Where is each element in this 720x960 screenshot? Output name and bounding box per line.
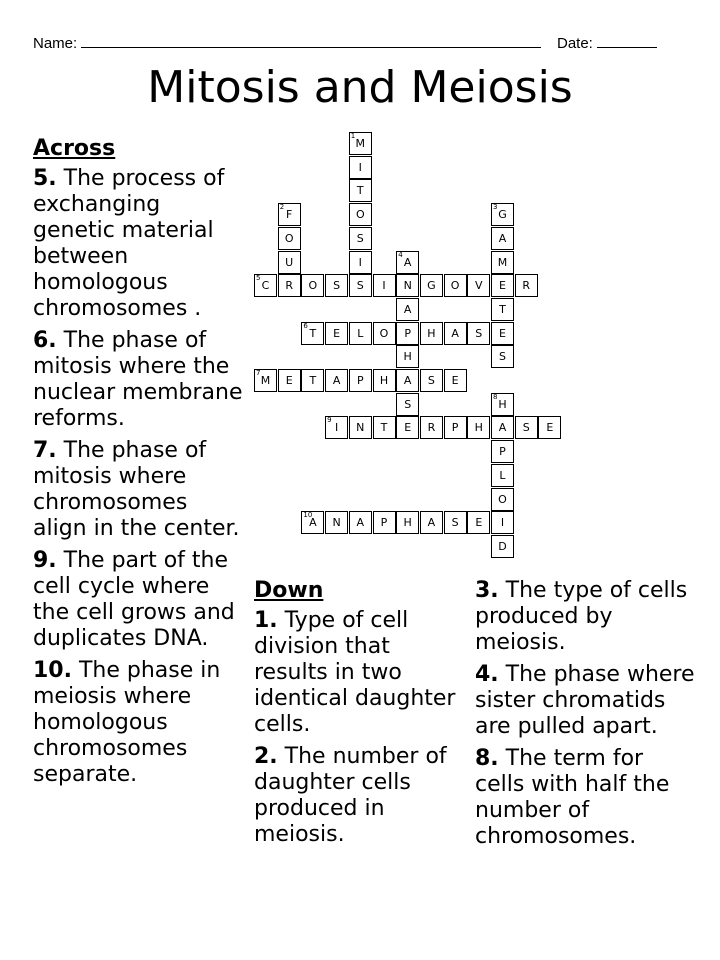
cell-letter: O [379,326,389,340]
grid-cell[interactable] [373,274,396,297]
grid-cell[interactable] [373,322,396,345]
cell-letter: E [546,421,554,435]
cell-letter: N [403,279,412,293]
cell-letter: R [522,279,531,293]
page-title: Mitosis and Meiosis [147,62,573,113]
cell-letter: S [404,397,412,411]
cell-letter: O [308,279,318,293]
across-clue-10 [33,658,245,788]
cell-letter: A [309,516,317,530]
cell-letter: L [357,326,364,340]
grid-cell[interactable] [444,369,467,392]
cell-letter: S [499,350,506,364]
down-clues [254,578,460,854]
grid-cell[interactable] [491,511,514,534]
grid-cell[interactable] [491,345,514,368]
down-clue-4 [475,662,695,740]
cell-letter: S [333,279,341,293]
cell-letter: O [284,231,294,245]
cell-letter: A [451,326,459,340]
grid-cell[interactable] [420,369,443,392]
grid-cell[interactable] [420,416,443,439]
across-clue-5 [33,166,245,322]
grid-cell[interactable] [396,369,419,392]
grid-cell[interactable] [373,369,396,392]
cell-letter: S [427,374,435,387]
cell-number: 3 [493,203,498,212]
grid-cell[interactable] [349,156,372,179]
grid-cell[interactable] [325,322,348,345]
cell-letter: A [403,255,412,269]
grid-cell[interactable] [349,203,372,226]
grid-cell[interactable] [467,416,490,439]
cell-letter: T [309,374,317,387]
grid-cell[interactable] [278,203,301,226]
cell-letter: H [474,421,483,435]
grid-cell[interactable] [278,274,301,297]
cell-letter: E [333,326,341,340]
clue-number: 1. [254,608,278,633]
clue-text: The type of cells produced by meiosis. [475,578,688,655]
clue-number: 5. [33,166,57,191]
cell-letter: T [380,421,388,435]
cell-letter: S [475,326,483,340]
cell-letter: O [450,279,460,293]
grid-cell[interactable] [349,511,372,534]
clue-number: 7. [33,438,57,463]
name-label: Name: [33,35,78,52]
grid-cell[interactable] [349,132,372,155]
grid-cell[interactable] [325,369,348,392]
cell-number: 7 [256,369,261,377]
cell-letter: H [498,397,507,411]
cell-letter: R [427,421,436,435]
date-blank-line[interactable] [597,32,657,48]
cell-number: 6 [303,321,308,330]
grid-cell[interactable] [515,274,538,297]
cell-letter: A [498,231,507,245]
cell-letter: H [403,350,412,364]
across-clue-9 [33,548,245,652]
down-clue-1 [254,608,460,738]
grid-cell[interactable] [396,416,419,439]
across-clues [33,136,245,794]
cell-letter: M [497,255,508,269]
cell-letter: T [356,184,364,198]
down-clues-continued [475,578,695,856]
grid-cell[interactable] [301,274,324,297]
cell-letter: R [285,279,294,293]
grid-cell[interactable] [349,322,372,345]
cell-letter: F [286,208,293,222]
cell-letter: T [499,302,506,316]
grid-cell[interactable] [491,322,514,345]
clue-text: The number of daughter cells produced in meiosis. [254,744,447,847]
grid-cell[interactable] [491,227,514,250]
grid-cell[interactable] [491,464,514,487]
cell-letter: I [334,421,339,435]
grid-cell[interactable] [373,511,396,534]
cell-letter: O [498,492,507,506]
date-label: Date: [557,35,593,52]
clue-text: The process of exchanging genetic material between homologous chromosomes . [33,166,225,321]
clue-text: The phase of mitosis where chromosomes align in the center. [33,438,240,541]
cell-letter: E [404,421,412,435]
cell-letter: E [451,374,459,387]
cell-letter: P [404,326,411,340]
down-clue-2 [254,744,460,848]
cell-letter: I [382,279,386,293]
cell-letter: A [332,374,341,387]
cell-letter: I [358,255,362,269]
cell-number: 2 [279,203,285,212]
cell-number: 4 [398,250,403,259]
cell-letter: D [498,539,507,553]
down-clue-3 [475,578,695,656]
grid-cell[interactable] [491,488,514,511]
cell-letter: E [475,516,483,530]
grid-cell[interactable] [467,274,490,297]
grid-cell[interactable] [444,416,467,439]
grid-cell[interactable] [444,511,467,534]
cell-letter: A [427,516,436,530]
across-clue-7 [33,438,245,542]
cell-letter: N [332,516,341,530]
grid-cell[interactable] [396,322,419,345]
grid-cell[interactable] [254,274,277,297]
clue-number: 3. [475,578,499,603]
clue-text: The phase where sister chromatids are pulled apart. [475,662,695,739]
grid-cell[interactable] [467,322,490,345]
cell-letter: I [500,516,505,530]
grid-cell[interactable] [254,369,277,392]
grid-cell[interactable] [420,322,443,345]
clue-number: 2. [254,744,278,769]
cell-letter: E [499,279,506,293]
clue-text: The phase in meiosis where homologous chromosomes separate. [33,658,221,787]
cell-letter: P [380,516,388,530]
cell-letter: T [309,326,317,340]
grid-cell[interactable] [491,298,514,321]
cell-letter: H [403,516,412,530]
cell-letter: S [356,231,364,245]
cell-letter: G [427,279,436,293]
cell-letter: S [451,516,459,530]
grid-cell[interactable] [325,274,348,297]
grid-cell[interactable] [301,322,324,345]
cell-letter: E [285,374,293,387]
cell-letter: L [499,468,506,482]
cell-number: 8 [493,392,498,401]
crossword-grid [254,132,574,572]
grid-cell[interactable] [491,393,514,416]
grid-cell[interactable] [396,511,419,534]
grid-cell[interactable] [349,416,372,439]
cell-number: 10 [303,511,313,520]
name-blank-line[interactable] [81,32,541,48]
grid-cell[interactable] [349,227,372,250]
cell-letter: A [403,374,412,387]
grid-cell[interactable] [420,511,443,534]
grid-cell[interactable] [467,511,490,534]
cell-letter: H [427,326,436,340]
grid-cell[interactable] [396,345,419,368]
clue-number: 8. [475,746,499,771]
cell-letter: O [355,208,365,222]
cell-letter: M [260,374,271,387]
grid-cell[interactable] [349,251,372,274]
grid-cell[interactable] [396,393,419,416]
grid-cell[interactable] [301,369,324,392]
name-field [33,32,541,52]
clue-text: The part of the cell cycle where the cell grows and duplicates DNA. [33,548,235,651]
grid-cell[interactable] [538,416,561,439]
clue-number: 10. [33,658,72,683]
cell-letter: A [498,421,507,435]
grid-cell[interactable] [396,251,419,274]
cell-letter: N [356,421,365,435]
grid-cell[interactable] [325,416,348,439]
cell-letter: P [451,421,459,435]
cell-letter: I [358,160,362,174]
cell-letter: H [379,374,389,387]
grid-cell[interactable] [491,251,514,274]
grid-cell[interactable] [491,274,514,297]
grid-cell[interactable] [491,440,514,463]
grid-cell[interactable] [349,179,372,202]
grid-cell[interactable] [396,274,419,297]
grid-cell[interactable] [373,416,396,439]
cell-letter: V [475,279,483,293]
cell-number: 5 [256,274,261,283]
cell-letter: A [403,302,412,316]
cell-number: 1 [350,132,356,140]
date-field [557,32,657,52]
grid-cell[interactable] [515,416,538,439]
cell-letter: P [499,445,506,459]
grid-cell[interactable] [491,535,514,558]
grid-cell[interactable] [420,274,443,297]
grid-cell[interactable] [301,511,324,534]
clue-number: 9. [33,548,57,573]
grid-cell[interactable] [444,322,467,345]
clue-text: The term for cells with half the number of chromosomes. [475,746,670,849]
cell-number: 9 [327,416,332,425]
clue-number: 4. [475,662,499,687]
grid-cell[interactable] [349,274,372,297]
cell-letter: U [285,255,294,269]
cell-letter: S [356,279,364,293]
grid-cell[interactable] [491,203,514,226]
clue-text: The phase of mitosis where the nuclear membrane reforms. [33,328,243,431]
grid-cell[interactable] [491,416,514,439]
grid-cell[interactable] [278,251,301,274]
grid-cell[interactable] [349,369,372,392]
cell-letter: M [355,137,366,150]
clue-text: Type of cell division that results in two identical daughter cells. [254,608,456,737]
cell-letter: E [499,326,506,340]
cell-letter: P [356,374,364,387]
down-clue-8 [475,746,695,850]
grid-cell[interactable] [278,369,301,392]
grid-cell[interactable] [325,511,348,534]
across-clue-6 [33,328,245,432]
cell-letter: C [261,279,270,293]
cell-letter: A [356,516,365,530]
cell-letter: G [498,208,507,222]
clue-number: 6. [33,328,57,353]
grid-cell[interactable] [444,274,467,297]
cell-letter: S [522,421,530,435]
grid-cell[interactable] [396,298,419,321]
grid-cell[interactable] [278,227,301,250]
down-heading: Down [254,578,324,603]
across-heading: Across [33,136,116,161]
